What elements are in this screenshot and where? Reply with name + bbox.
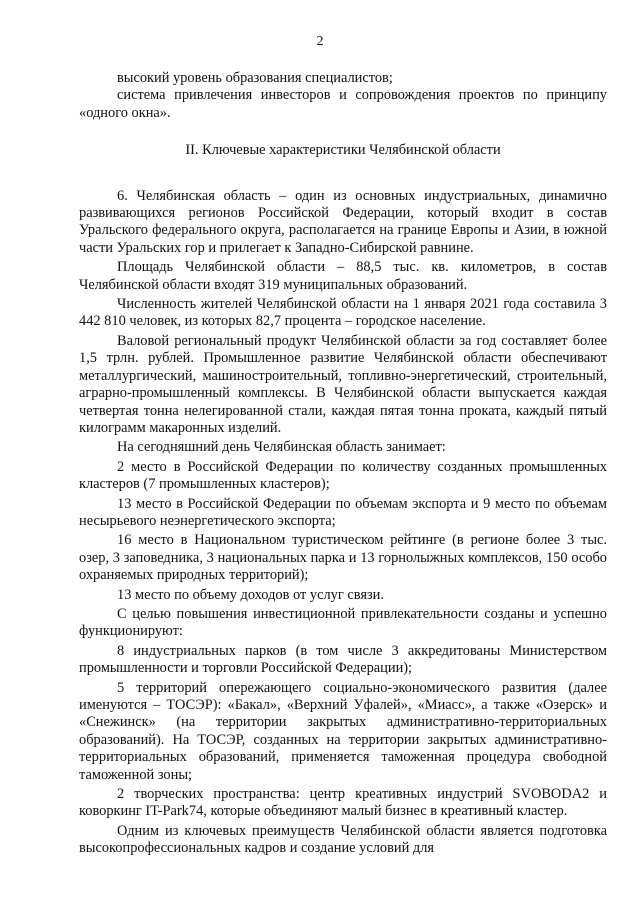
- paragraph-1: 6. Челябинская область – один из основных индустриальных, динамично развивающихся регионов Российской Федерации, который входит в состав Уральского федерального округа, располагается на границе Европы и Азии, в южной части Уральских гор и прилегает к Западно-Сибирской равнине.: [79, 187, 607, 256]
- paragraph-4: Валовой региональный продукт Челябинской области за год составляет более 1,5 трлн. рублей. Промышленное развитие Челябинской области обеспечивают металлургический, машиностроительный, топливно-энергетический, строительный, аграрно-промышленный комплексы. В Челябинской области выпускается каждая четвертая тонна нелегированной стали, каждая пятая тонна проката, каждый пятый килограмм макаронных изделий.: [79, 332, 607, 436]
- paragraph-2: Площадь Челябинской области – 88,5 тыс. кв. километров, в состав Челябинской области входят 319 муниципальных образований.: [79, 259, 607, 293]
- paragraph-12: 5 территорий опережающего социально-экономического развития (далее именуются – ТОСЭР): «Бакал», «Верхний Уфалей», «Миасс», а также «Озерск» и «Снежинск» (на территории закрытых административно-территориальных образований). На ТОСЭР, созданных на территории закрытых административно-территориальных образований, применяется таможенная процедура свободной таможенной зоны;: [79, 679, 607, 783]
- paragraph-7: 13 место в Российской Федерации по объемам экспорта и 9 место по объемам несырьевого неэнергетического экспорта;: [79, 495, 607, 529]
- intro-item-2: система привлечения инвесторов и сопровождения проектов по принципу «одного окна».: [79, 87, 607, 121]
- document-body: [79, 70, 607, 858]
- paragraph-8: 16 место в Национальном туристическом рейтинге (в регионе более 3 тыс. озер, 3 заповедника, 3 национальных парка и 13 горнолыжных комплексов, 150 особо охраняемых природных территорий);: [79, 532, 607, 584]
- paragraph-3: Численность жителей Челябинской области на 1 января 2021 года составила 3 442 810 человек, из которых 82,7 процента – городское население.: [79, 296, 607, 330]
- paragraph-10: С целью повышения инвестиционной привлекательности созданы и успешно функционируют:: [79, 605, 607, 640]
- paragraph-13: 2 творческих пространства: центр креативных индустрий SVOBODA2 и коворкинг IT-Park74, которые объединяют малый бизнес в креативный кластер.: [79, 786, 607, 820]
- intro-item-1: высокий уровень образования специалистов;: [117, 70, 393, 86]
- page-number: 2: [316, 34, 324, 49]
- paragraph-9: 13 место по объему доходов от услуг связи.: [117, 586, 384, 603]
- paragraph-14: Одним из ключевых преимуществ Челябинской области является подготовка высокопрофессиональных кадров и создание условий для: [79, 822, 607, 857]
- section-title: II. Ключевые характеристики Челябинской области: [185, 142, 501, 159]
- paragraph-6: 2 место в Российской Федерации по количеству созданных промышленных кластеров (7 промышленных кластеров);: [79, 458, 607, 493]
- paragraph-11: 8 индустриальных парков (в том числе 3 аккредитованы Министерством промышленности и торговли Российской Федерации);: [79, 642, 607, 677]
- paragraph-5: На сегодняшний день Челябинская область занимает:: [117, 439, 446, 456]
